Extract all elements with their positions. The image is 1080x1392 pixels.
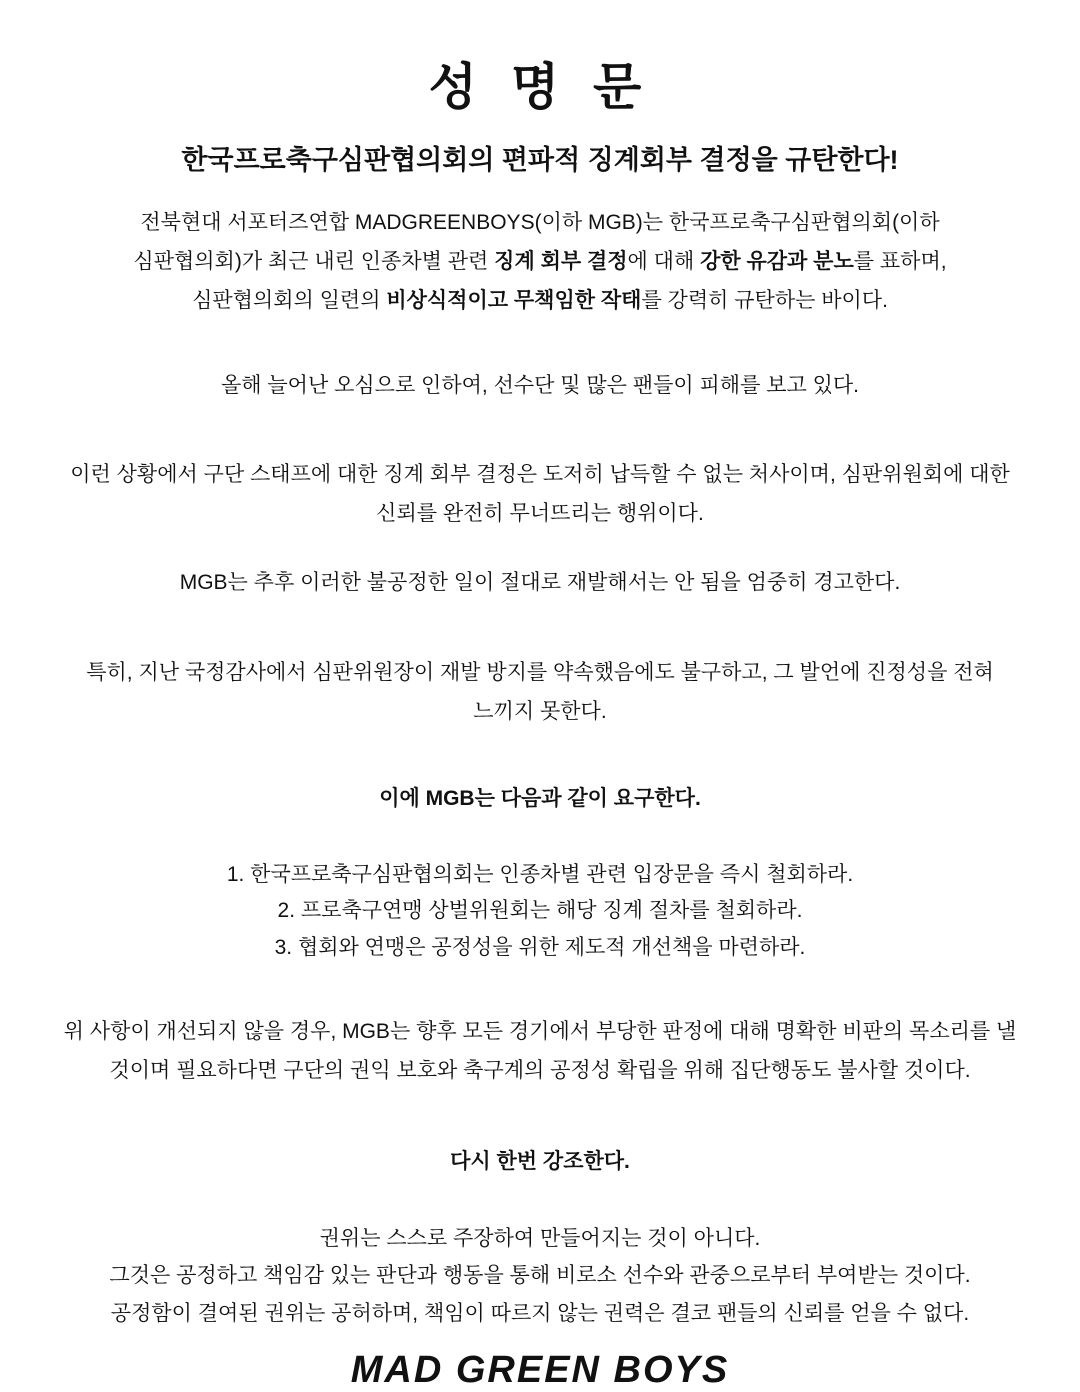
intro-line-1: 전북현대 서포터즈연합 MADGREENBOYS(이하 MGB)는 한국프로축구심판협의회(이하 [140,211,940,235]
intro-line-2-part-e: 를 표하며, [853,249,947,273]
body-paragraph-4 [62,654,1018,732]
demands-list [62,857,1018,967]
intro-line-3-part-c: 를 강력히 규탄하는 바이다. [641,288,888,312]
closing-paragraph [62,1220,1018,1333]
demands-heading: 이에 MGB는 다음과 같이 요구한다. [379,786,701,810]
intro-emphasis-anger: 강한 유감과 분노 [700,249,854,273]
list-item: 1. 한국프로축구심판협의회는 인종차별 관련 입장문을 즉시 철회하라. [226,862,854,886]
warning-line-1: 위 사항이 개선되지 않을 경우, MGB는 향후 모든 경기에서 부당한 판정에 대해 명확한 비판의 [63,1019,904,1043]
intro-emphasis-discipline: 징계 회부 결정 [494,249,628,273]
body-paragraph-4-line-2: 진정성을 전혀 느끼지 못한다. [473,661,994,723]
intro-line-2-part-a: 심판협의회)가 최근 내린 인종차별 관련 [133,249,495,273]
layout-spacer [62,1333,1018,1349]
closing-line-1: 권위는 스스로 주장하여 만들어지는 것이 아니다. [319,1226,761,1250]
body-paragraph-2-line-2: 심판위원회에 대한 신뢰를 완전히 무너뜨리는 행위이다. [376,463,1010,526]
page-title: 성 명 문 [428,59,652,115]
warning-line-3: 불사할 것이다. [837,1058,971,1082]
warning-line-2: 목소리를 낼 것이며 필요하다면 구단의 권익 보호와 축구계의 공정성 확립을 위해 집단행동도 [109,1019,1017,1082]
body-paragraph-2-line-1: 이런 상황에서 구단 스태프에 대한 징계 회부 결정은 도저히 납득할 수 없는 처사이며, [70,463,836,487]
closing-line-2: 그것은 공정하고 책임감 있는 판단과 행동을 통해 비로소 선수와 관중으로부터 부여받는 것이다. [109,1264,971,1288]
list-item: 2. 프로축구연맹 상벌위원회는 해당 징계 절차를 철회하라. [277,899,803,923]
body-paragraph-2 [62,456,1018,534]
intro-emphasis-irresponsible: 비상식적이고 무책임한 작태 [386,288,642,312]
body-paragraph-1: 올해 늘어난 오심으로 인하여, 선수단 및 많은 팬들이 피해를 보고 있다. [220,373,860,397]
intro-line-2 [62,243,1018,282]
intro-line-3-part-a: 심판협의회의 일련의 [192,288,387,312]
body-paragraph-3: MGB는 추후 이러한 불공정한 일이 절대로 재발해서는 안 됨을 엄중히 경고한다. [179,571,901,595]
document-subtitle: 한국프로축구심판협의회의 편파적 징계회부 결정을 규탄한다! [181,145,899,175]
closing-heading: 다시 한번 강조한다. [450,1149,630,1173]
intro-paragraph [62,204,1018,321]
closing-line-3: 공정함이 결여된 권위는 공허하며, 책임이 따르지 않는 권력은 결코 팬들의 신뢰를 얻을 수 없다. [110,1302,970,1326]
organization-signature: MAD GREEN BOYS [350,1349,730,1392]
list-item: 3. 협회와 연맹은 공정성을 위한 제도적 개선책을 마련하라. [274,936,806,960]
body-paragraph-4-line-1: 특히, 지난 국정감사에서 심판위원장이 재발 방지를 약속했음에도 불구하고, 그 발언에 [86,661,861,684]
intro-line-2-part-c: 에 대해 [627,249,701,273]
intro-line-3 [62,282,1018,321]
warning-paragraph [62,1013,1018,1091]
